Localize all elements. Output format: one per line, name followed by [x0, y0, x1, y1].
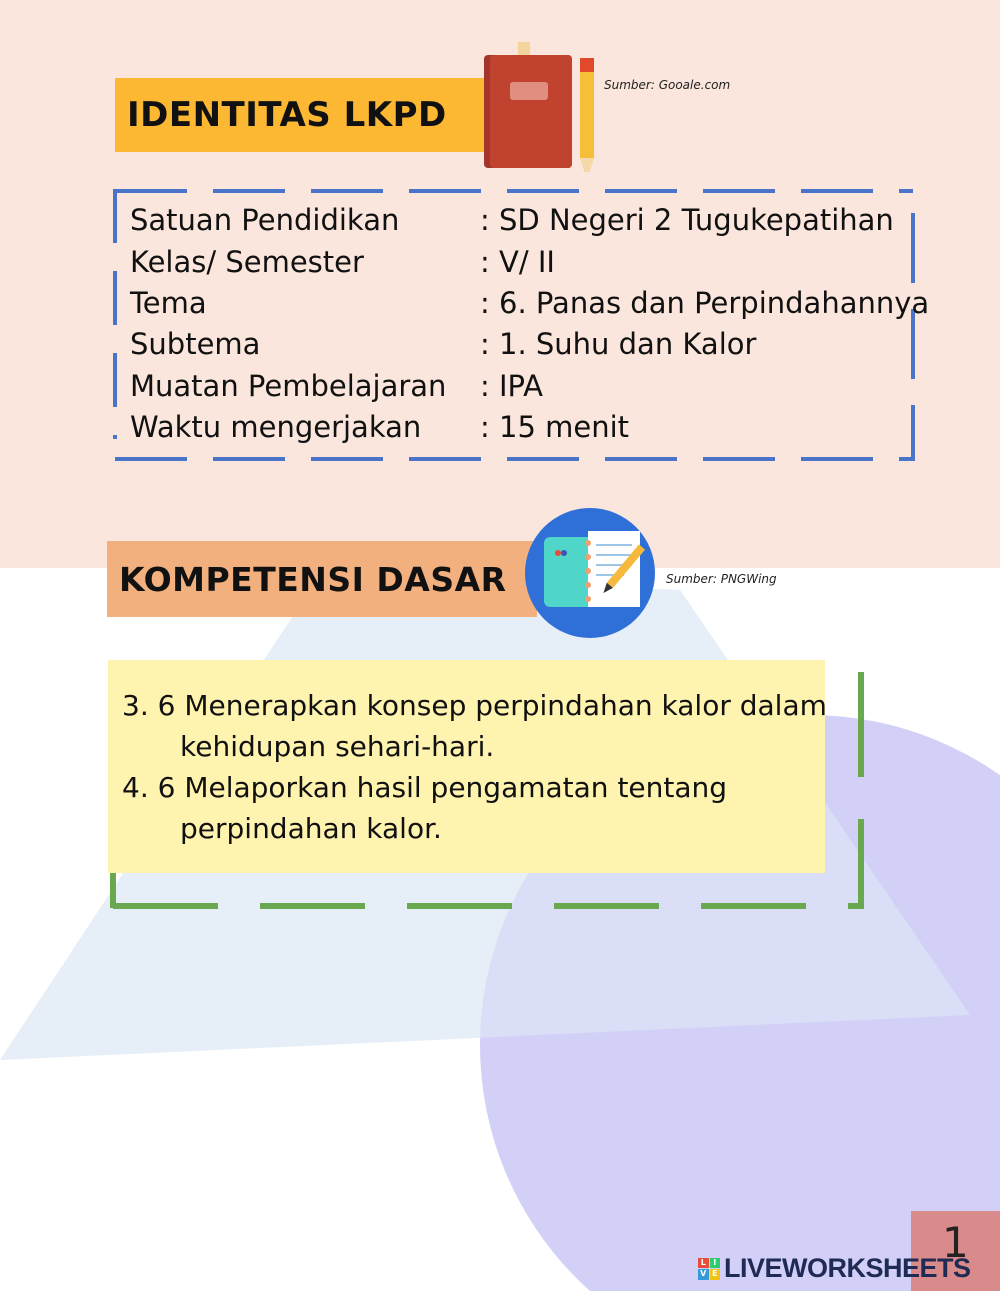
- notebook-pencil-icon: [480, 40, 600, 172]
- info-value: : 15 menit: [480, 410, 630, 444]
- liveworksheets-logo-icon: L I V E: [698, 1258, 720, 1280]
- liveworksheets-watermark: [698, 1253, 971, 1284]
- info-label: Tema: [130, 286, 207, 320]
- info-label: Subtema: [130, 327, 261, 361]
- identitas-title: IDENTITAS LKPD: [115, 78, 490, 152]
- kompetensi-title: KOMPETENSI DASAR: [107, 541, 537, 617]
- notepad-pencil-icon: [524, 507, 658, 639]
- info-value: : IPA: [480, 369, 544, 403]
- kd-item: 3. 6 Menerapkan konsep perpindahan kalor dalam: [122, 689, 827, 722]
- info-label: Waktu mengerjakan: [130, 410, 422, 444]
- kd-item-continuation: kehidupan sehari-hari.: [180, 730, 495, 763]
- info-value: : SD Negeri 2 Tugukepatihan: [480, 203, 894, 237]
- identitas-source: Sumber: Gooale.com: [604, 78, 731, 92]
- info-value: : V/ II: [480, 245, 555, 279]
- info-value: : 1. Suhu dan Kalor: [480, 327, 757, 361]
- info-label: Kelas/ Semester: [130, 245, 364, 279]
- kd-item-continuation: perpindahan kalor.: [180, 812, 442, 845]
- info-value: : 6. Panas dan Perpindahannya: [480, 286, 930, 320]
- kd-item: 4. 6 Melaporkan hasil pengamatan tentang: [122, 771, 728, 804]
- page-number: 1: [942, 1218, 969, 1267]
- info-label: Satuan Pendidikan: [130, 203, 400, 237]
- info-label: Muatan Pembelajaran: [130, 369, 447, 403]
- kompetensi-source: Sumber: PNGWing: [666, 572, 777, 586]
- watermark-text: LIVEWORKSHEETS: [724, 1253, 971, 1283]
